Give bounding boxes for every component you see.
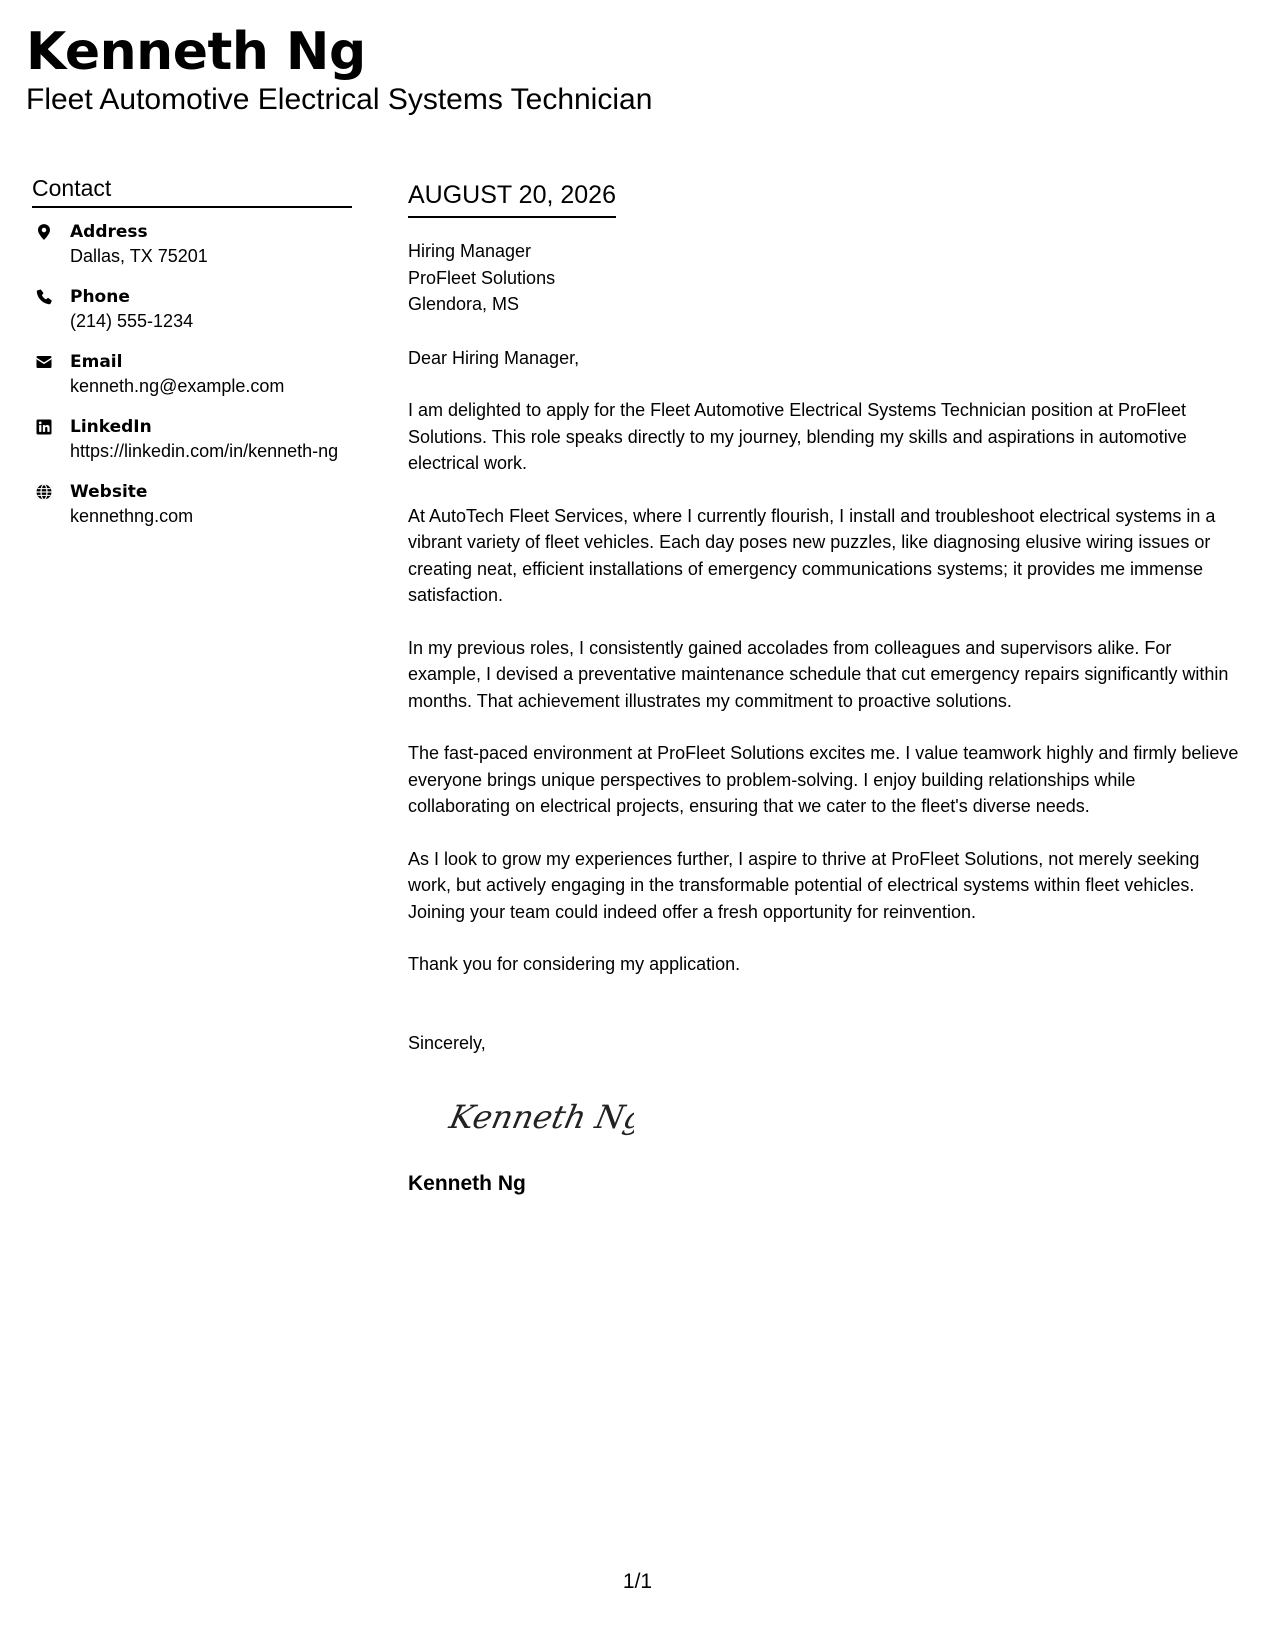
phone-label: Phone xyxy=(70,287,130,307)
contact-item-website xyxy=(32,480,352,528)
letter-paragraph: At AutoTech Fleet Services, where I currently flourish, I install and troubleshoot electrical systems in a vibrant variety of fleet vehicles. Each day poses new puzzles, like diagnosing elusive wiring issues or creating neat, efficient installations of emergency communications systems; it provides me immense satisfaction. xyxy=(408,505,1216,605)
signer-name: Kenneth Ng xyxy=(408,1171,526,1195)
website-value[interactable]: kennethng.com xyxy=(70,506,194,526)
letter-paragraph: In my previous roles, I consistently gained accolades from colleagues and supervisors alike. For example, I devised a preventative maintenance schedule that cut emergency repairs significantly within months. That achievement illustrates my commitment to proactive solutions. xyxy=(408,637,1229,711)
applicant-name: Kenneth Ng xyxy=(26,22,366,82)
recipient-line: ProFleet Solutions xyxy=(408,267,556,288)
recipient-line: Hiring Manager xyxy=(408,241,532,261)
contact-item-linkedin xyxy=(32,415,352,463)
svg-text:Kenneth Ng: Kenneth Ng xyxy=(446,1098,634,1136)
page-number: 1/1 xyxy=(622,1570,653,1593)
closing: Sincerely, xyxy=(408,1032,486,1053)
website-label: Website xyxy=(70,482,148,502)
salutation: Dear Hiring Manager, xyxy=(408,347,580,368)
linkedin-label: LinkedIn xyxy=(70,417,152,437)
phone-icon xyxy=(35,288,53,306)
address-value: Dallas, TX 75201 xyxy=(70,246,208,266)
contact-item-address xyxy=(32,220,352,268)
letter-body xyxy=(408,178,1240,1198)
letter-paragraph: I am delighted to apply for the Fleet Automotive Electrical Systems Technician position at ProFleet Solutions. This role speaks directly to my journey, blending my skills and aspirations in automotive electrical work. xyxy=(408,400,1187,473)
contact-item-email xyxy=(32,350,352,398)
recipient-block xyxy=(408,238,1240,318)
email-value[interactable]: kenneth.ng@example.com xyxy=(70,376,285,396)
letter-paragraph: As I look to grow my experiences further, I aspire to thrive at ProFleet Solutions, not merely seeking work, but actively engaging in the transformable potential of electrical systems within fleet vehicles. Joining your team could indeed offer a fresh opportunity for reinvention. xyxy=(408,848,1200,922)
linkedin-icon xyxy=(35,418,53,436)
linkedin-value[interactable]: https://linkedin.com/in/kenneth-ng xyxy=(70,441,339,461)
contact-sidebar xyxy=(32,172,352,545)
signature-image xyxy=(444,1090,634,1142)
contact-heading: Contact xyxy=(32,172,352,208)
letter-date: AUGUST 20, 2026 xyxy=(408,178,616,218)
email-label: Email xyxy=(70,352,123,372)
letter-paragraph: The fast-paced environment at ProFleet Solutions excites me. I value teamwork highly and firmly believe everyone brings unique perspectives to problem-solving. I enjoy building relationships while collaborating on electrical projects, ensuring that we cater to the fleet's diverse needs. xyxy=(408,743,1239,816)
contact-item-phone xyxy=(32,285,352,333)
globe-icon xyxy=(35,483,53,501)
letter-paragraph: Thank you for considering my application. xyxy=(408,954,741,974)
phone-value[interactable]: (214) 555-1234 xyxy=(70,311,194,331)
address-label: Address xyxy=(70,222,148,242)
envelope-icon xyxy=(35,353,53,371)
recipient-line: Glendora, MS xyxy=(408,294,520,314)
job-title: Fleet Automotive Electrical Systems Technician xyxy=(26,83,653,116)
map-pin-icon xyxy=(35,223,53,241)
